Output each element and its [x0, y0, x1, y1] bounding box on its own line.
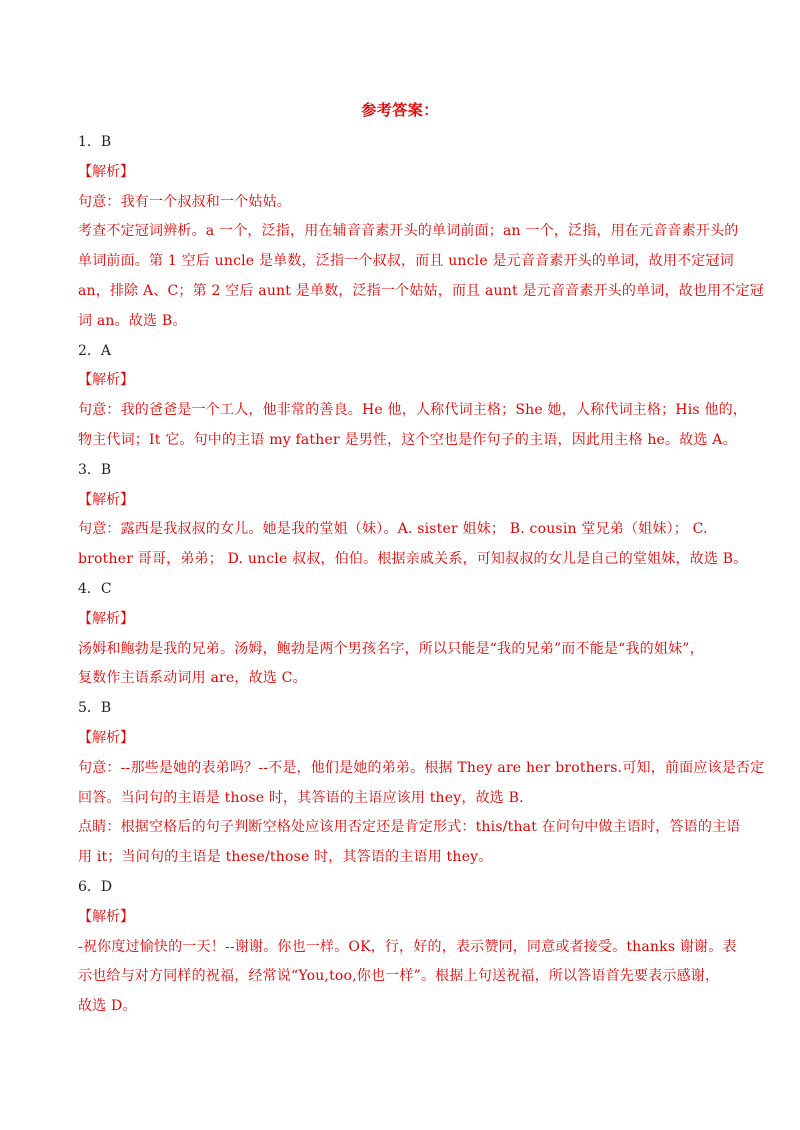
explanation-line: 复数作主语系动词用 are，故选 C。: [78, 670, 307, 687]
explanation-line: -祝你度过愉快的一天！--谢谢。你也一样。OK，行，好的，表示赞同，同意或者接受。thanks 谢谢。表: [78, 938, 737, 955]
explanation-line: 句意：--那些是她的表弟吗？--不是，他们是她的弟弟。根据 They are her brothers.可知，前面应该是否定: [78, 759, 765, 776]
explanation-line: 点睛：根据空格后的句子判断空格处应该用否定还是肯定形式：this/that 在问句中做主语时，答语的主语: [78, 819, 741, 836]
explanation-line: 示也给与对方同样的祝福，经常说“You,too,你也一样”。根据上句送祝福，所以答语首先要表示感谢，: [78, 968, 720, 985]
analysis-heading: 【解析】: [78, 908, 134, 925]
explanation-line: 回答。当问句的主语是 those 时，其答语的主语应该用 they，故选 B.: [78, 789, 524, 806]
explanation-line: 句意：我有一个叔叔和一个姑姑。: [78, 193, 291, 210]
explanation-line: 汤姆和鲍勃是我的兄弟。汤姆，鲍勃是两个男孩名字，所以只能是“我的兄弟”而不能是“我的姐妹”，: [78, 640, 704, 657]
explanation-line: 故选 D。: [78, 998, 137, 1015]
question-number: 3．B: [78, 461, 112, 478]
question-number: 4．C: [78, 580, 112, 597]
explanation-line: 词 an。故选 B。: [78, 312, 187, 329]
explanation-line: 物主代词；It 它。句中的主语 my father 是男性，这个空也是作句子的主语，因此用主格 he。故选 A。: [78, 431, 737, 448]
explanation-line: an，排除 A、C；第 2 空后 aunt 是单数，泛指一个姑姑，而且 aunt 是元音音素开头的单词，故也用不定冠: [78, 282, 764, 299]
question-number: 6．D: [78, 878, 113, 895]
explanation-line: 句意：我的爸爸是一个工人，他非常的善良。He 他，人称代词主格；She 她，人称代词主格；His 他的，: [78, 402, 748, 419]
analysis-heading: 【解析】: [78, 729, 134, 746]
analysis-heading: 【解析】: [78, 491, 134, 508]
answer-content: [78, 128, 765, 1022]
question-number: 1．B: [78, 134, 112, 150]
question-number: 2．A: [78, 342, 112, 359]
question-number: 5．B: [78, 700, 112, 717]
explanation-line: 单词前面。第 1 空后 uncle 是单数，泛指一个叔叔，而且 uncle 是元音音素开头的单词，故用不定冠词: [78, 253, 734, 270]
explanation-line: brother 哥哥，弟弟； D. uncle 叔叔，伯伯。根据亲戚关系，可知叔叔的女儿是自己的堂姐妹，故选 B。: [78, 551, 748, 568]
page-title: 参考答案：: [361, 101, 439, 119]
explanation-line: 考查不定冠词辨析。a 一个，泛指，用在辅音音素开头的单词前面；an 一个，泛指，用在元音音素开头的: [78, 223, 739, 240]
analysis-heading: 【解析】: [78, 163, 134, 180]
explanation-line: 句意：露西是我叔叔的女儿。她是我的堂姐（妹）。A. sister 姐妹； B. cousin 堂兄弟（姐妹）； C.: [78, 521, 708, 538]
analysis-heading: 【解析】: [78, 372, 134, 389]
explanation-line: 用 it；当问句的主语是 these/those 时，其答语的主语用 they。: [78, 849, 493, 866]
analysis-heading: 【解析】: [78, 610, 134, 627]
